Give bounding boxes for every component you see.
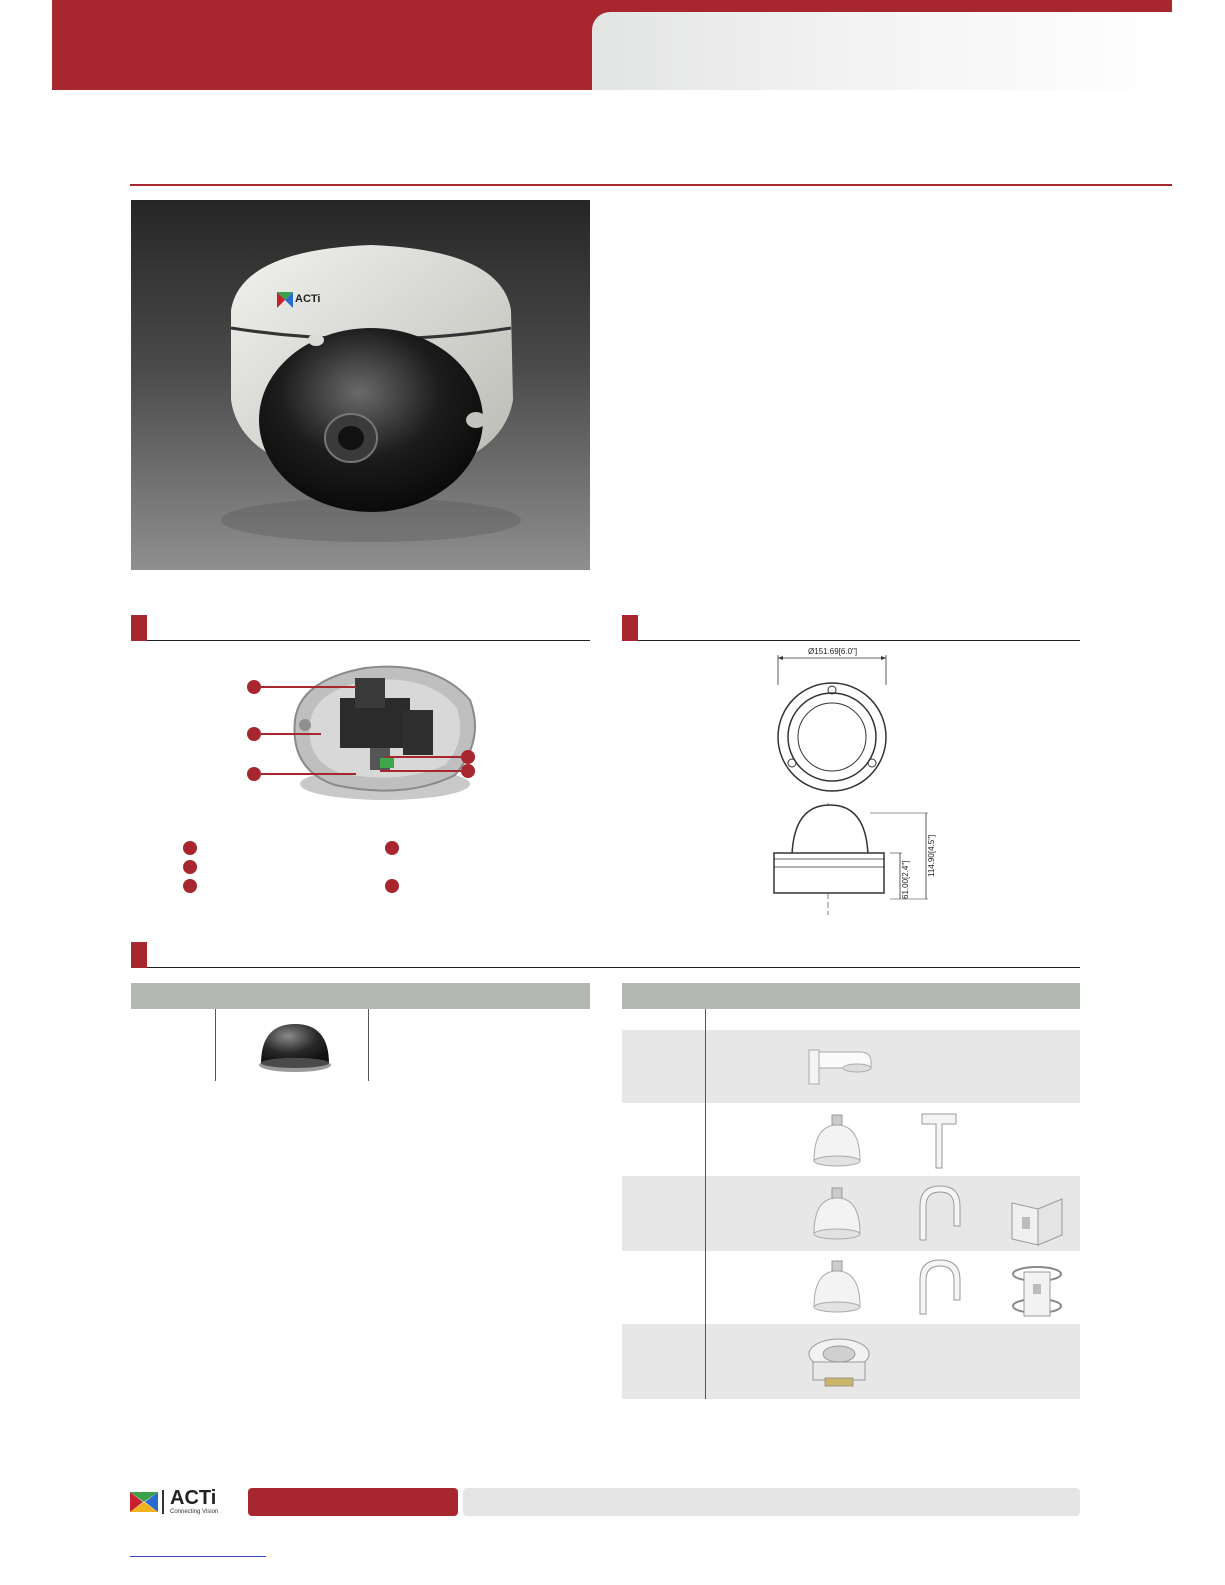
- legend-bullet-1: [183, 841, 197, 855]
- footer-logo-text: ACTi: [170, 1487, 217, 1509]
- accessory-table-divider-1: [215, 1009, 216, 1081]
- base-height-label: 61.00[2.4"]: [901, 860, 910, 899]
- footer-grey-bar: [463, 1488, 1080, 1516]
- callout-5-line: [380, 770, 461, 772]
- wall-mount-image: [805, 1042, 875, 1087]
- width-dimension-label: Ø151.69[6.0"]: [808, 647, 858, 656]
- footer-logo-tagline: Connecting Vision: [170, 1509, 219, 1515]
- section-rule-accessories: [147, 967, 1080, 968]
- callout-1: [247, 680, 261, 694]
- callout-5: [461, 764, 475, 778]
- total-height-label: 114.90[4.5"]: [927, 834, 936, 877]
- acti-logo-mark: [277, 292, 293, 308]
- flush-mount-image: [805, 1334, 873, 1392]
- callout-2: [247, 727, 261, 741]
- callout-1-line: [261, 686, 356, 688]
- footer-link-underline[interactable]: [130, 1556, 266, 1557]
- corner-cap-image: [808, 1186, 866, 1241]
- mount-table-divider: [705, 1009, 706, 1399]
- callout-4-line: [385, 756, 461, 758]
- pole-arm-image: [912, 1256, 967, 1318]
- title-divider: [130, 184, 1172, 186]
- accessory-table-divider-2: [368, 1009, 369, 1081]
- header-title-tab: [592, 12, 1172, 90]
- section-marker-dimensions: [622, 615, 638, 641]
- accessory-table-header: [131, 983, 590, 1009]
- section-rule-dimensions: [638, 640, 1080, 641]
- mount-table-header: [622, 983, 1080, 1009]
- section-rule-physical: [147, 640, 590, 641]
- callout-4: [461, 750, 475, 764]
- legend-bullet-5: [385, 879, 399, 893]
- callout-3-line: [261, 773, 356, 775]
- corner-plate-image: [1008, 1195, 1066, 1247]
- dome-camera-image: [131, 200, 590, 570]
- legend-bullet-2: [183, 860, 197, 874]
- footer-red-bar: [248, 1488, 458, 1516]
- callout-2-line: [261, 733, 321, 735]
- pendant-pipe-image: [918, 1108, 960, 1173]
- acti-logo-text: ACTi: [295, 293, 321, 305]
- legend-bullet-3: [183, 879, 197, 893]
- product-photo: [131, 200, 590, 570]
- dome-cover-image: [255, 1018, 335, 1078]
- legend-bullet-4: [385, 841, 399, 855]
- dimension-drawing: [750, 645, 960, 915]
- section-marker-physical: [131, 615, 147, 641]
- corner-arm-image: [912, 1182, 967, 1244]
- footer-logo-divider: [162, 1490, 164, 1514]
- pendant-cap-image: [808, 1113, 866, 1168]
- footer-logo-mark: [130, 1490, 158, 1514]
- callout-3: [247, 767, 261, 781]
- pole-cap-image: [808, 1259, 866, 1314]
- section-marker-accessories: [131, 942, 147, 968]
- pole-bracket-image: [1008, 1262, 1066, 1320]
